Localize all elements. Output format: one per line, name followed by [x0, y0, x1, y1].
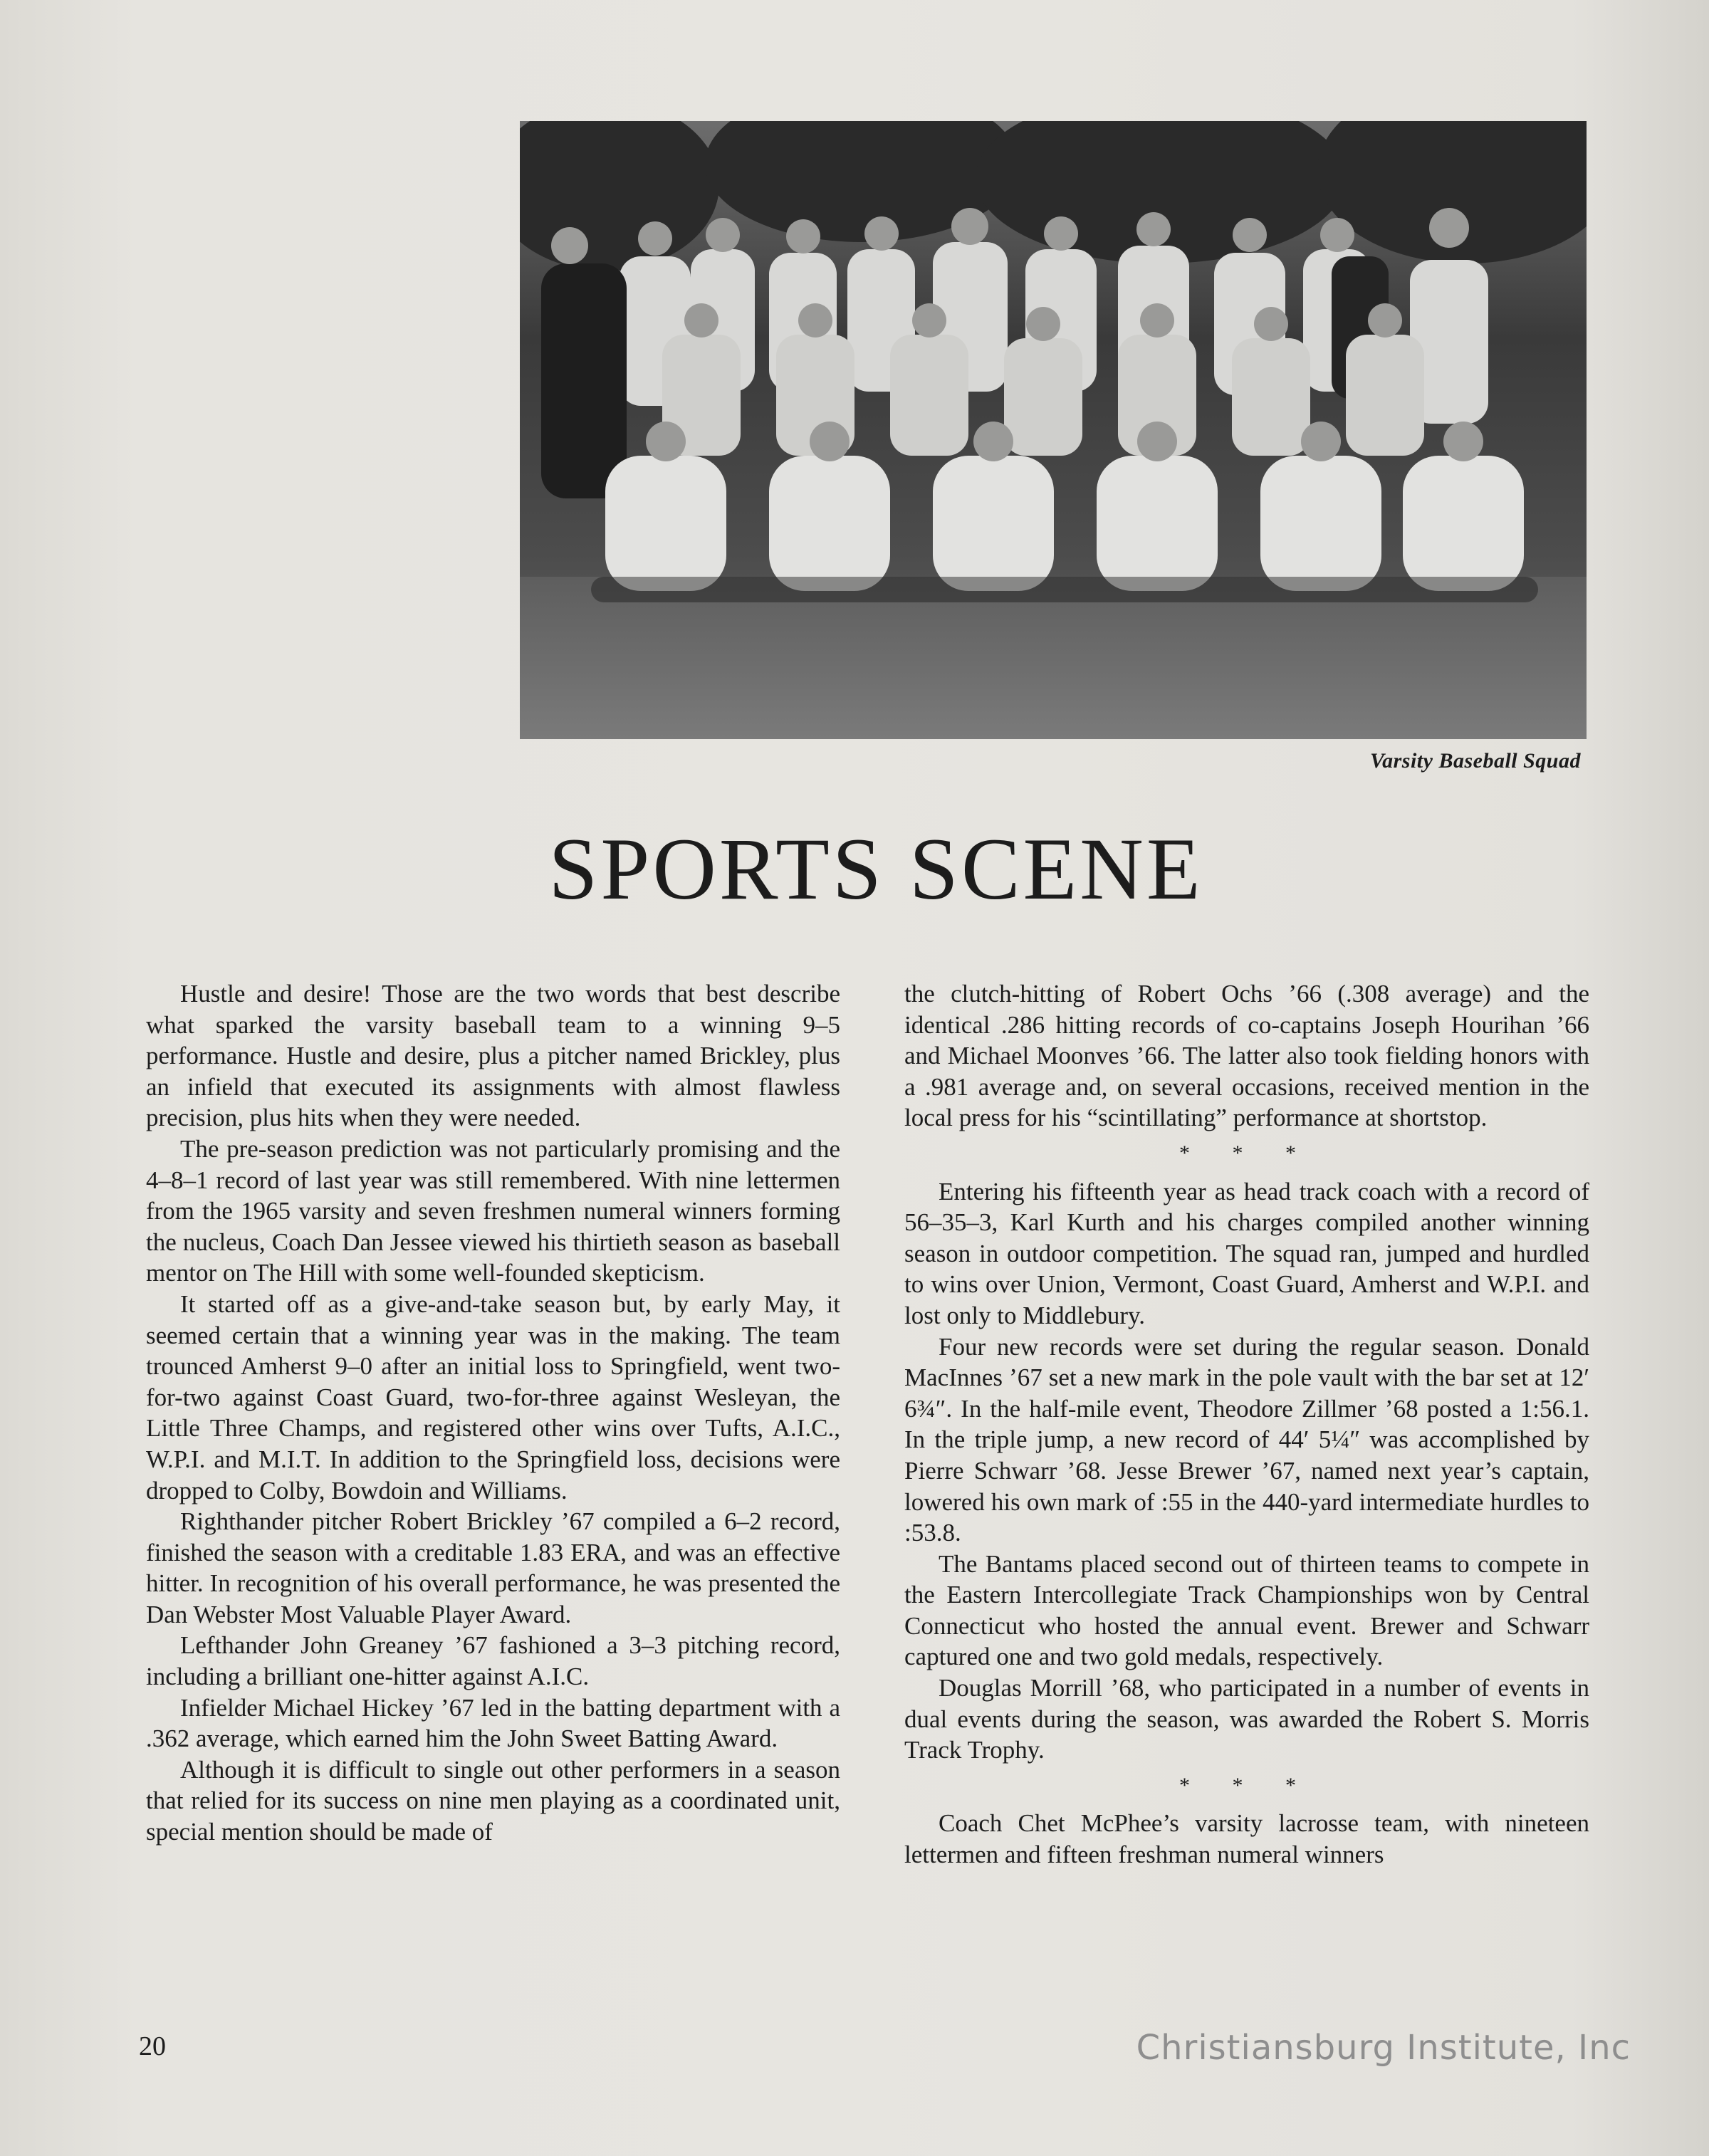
paragraph: Infielder Michael Hickey ’67 led in the batting department with a .362 average, which earned him the John Sweet Batting Award. — [146, 1693, 840, 1753]
team-photo — [520, 121, 1587, 739]
paragraph: Although it is difficult to single out other performers in a season that relied for its success on nine men playing as a coordinated unit, special mention should be made of — [146, 1755, 840, 1846]
paragraph: Four new records were set during the regular season. Donald MacInnes ’67 set a new mark in the pole vault with the bar set at 12′ 6¾″. In the half-mile event, Theodore Zillmer ’68 posted a 1:56.1. In the triple jump, a new record of 44′ 5¼″ was accomplished by Pierre Schwarr ’68. Jesse Brewer ’67, named next year’s captain, lowered his own mark of :55 in the 440-yard intermediate hurdles to :53.8. — [904, 1332, 1589, 1547]
photo-caption: Varsity Baseball Squad — [1369, 749, 1581, 773]
paragraph: Lefthander John Greaney ’67 fashioned a 3–3 pitching record, including a brilliant one-hitter against A.I.C. — [146, 1631, 840, 1691]
paragraph: Douglas Morrill ’68, who participated in a number of events in dual events during the season, was awarded the Robert S. Morris Track Trophy. — [904, 1674, 1589, 1764]
paragraph: Hustle and desire! Those are the two words that best describe what sparked the varsity baseball team to a winning 9–5 performance. Hustle and desire, plus a pitcher named Brickley, plus an infield that executed its assignments with almost flawless precision, plus hits when they were needed. — [146, 980, 840, 1132]
team-photo-image — [520, 121, 1587, 739]
section-separator: * * * — [1179, 1773, 1315, 1797]
paragraph: Righthander pitcher Robert Brickley ’67 compiled a 6–2 record, finished the season with a creditable 1.83 ERA, and was an effective hitter. In recognition of his overall performance, he was presented the Dan Webster Most Valuable Player Award. — [146, 1507, 840, 1628]
paragraph: The Bantams placed second out of thirteen teams to compete in the Eastern Intercollegiate Track Championships won by Central Connecticut who hosted the annual event. Brewer and Schwarr captured one and two gold medals, respectively. — [904, 1549, 1589, 1671]
page-number: 20 — [139, 2031, 166, 2061]
paragraph: Entering his fifteenth year as head track coach with a record of 56–35–3, Karl Kurth and his charges compiled another winning season in outdoor competition. The squad ran, jumped and hurdled to wins over Union, Vermont, Coast Guard, Amherst and W.P.I. and lost only to Middlebury. — [904, 1177, 1589, 1329]
paragraph: Coach Chet McPhee’s varsity lacrosse team, with nineteen lettermen and fifteen freshman numeral winners — [904, 1809, 1589, 1869]
watermark: Christiansburg Institute, Inc — [1136, 2028, 1631, 2068]
paragraph: The pre-season prediction was not particularly promising and the 4–8–1 record of last year was still remembered. With nine lettermen from the 1965 varsity and seven freshmen numeral winners forming the nucleus, Coach Dan Jessee viewed his thirtieth season as baseball mentor on The Hill with some well-founded skepticism. — [146, 1134, 840, 1287]
right-column — [904, 978, 1589, 1870]
paragraph: It started off as a give-and-take season but, by early May, it seemed certain that a winning year was in the making. The team trounced Amherst 9–0 after an initial loss to Springfield, went two-for-two against Coast Guard, two-for-three against Wesleyan, the Little Three Champs, and registered other wins over Tufts, A.I.C., W.P.I. and M.I.T. In addition to the Springfield loss, decisions were dropped to Colby, Bowdoin and Williams. — [146, 1289, 840, 1505]
paragraph: the clutch-hitting of Robert Ochs ’66 (.308 average) and the identical .286 hitting records of co-captains Joseph Hourihan ’66 and Michael Moonves ’66. The latter also took fielding honors with a .981 average and, on several occasions, received mention in the local press for his “scintillating” performance at shortstop. — [904, 980, 1589, 1132]
left-column — [146, 978, 840, 1848]
page-title: SPORTS SCENE — [548, 820, 1203, 918]
section-separator: * * * — [1179, 1141, 1315, 1165]
